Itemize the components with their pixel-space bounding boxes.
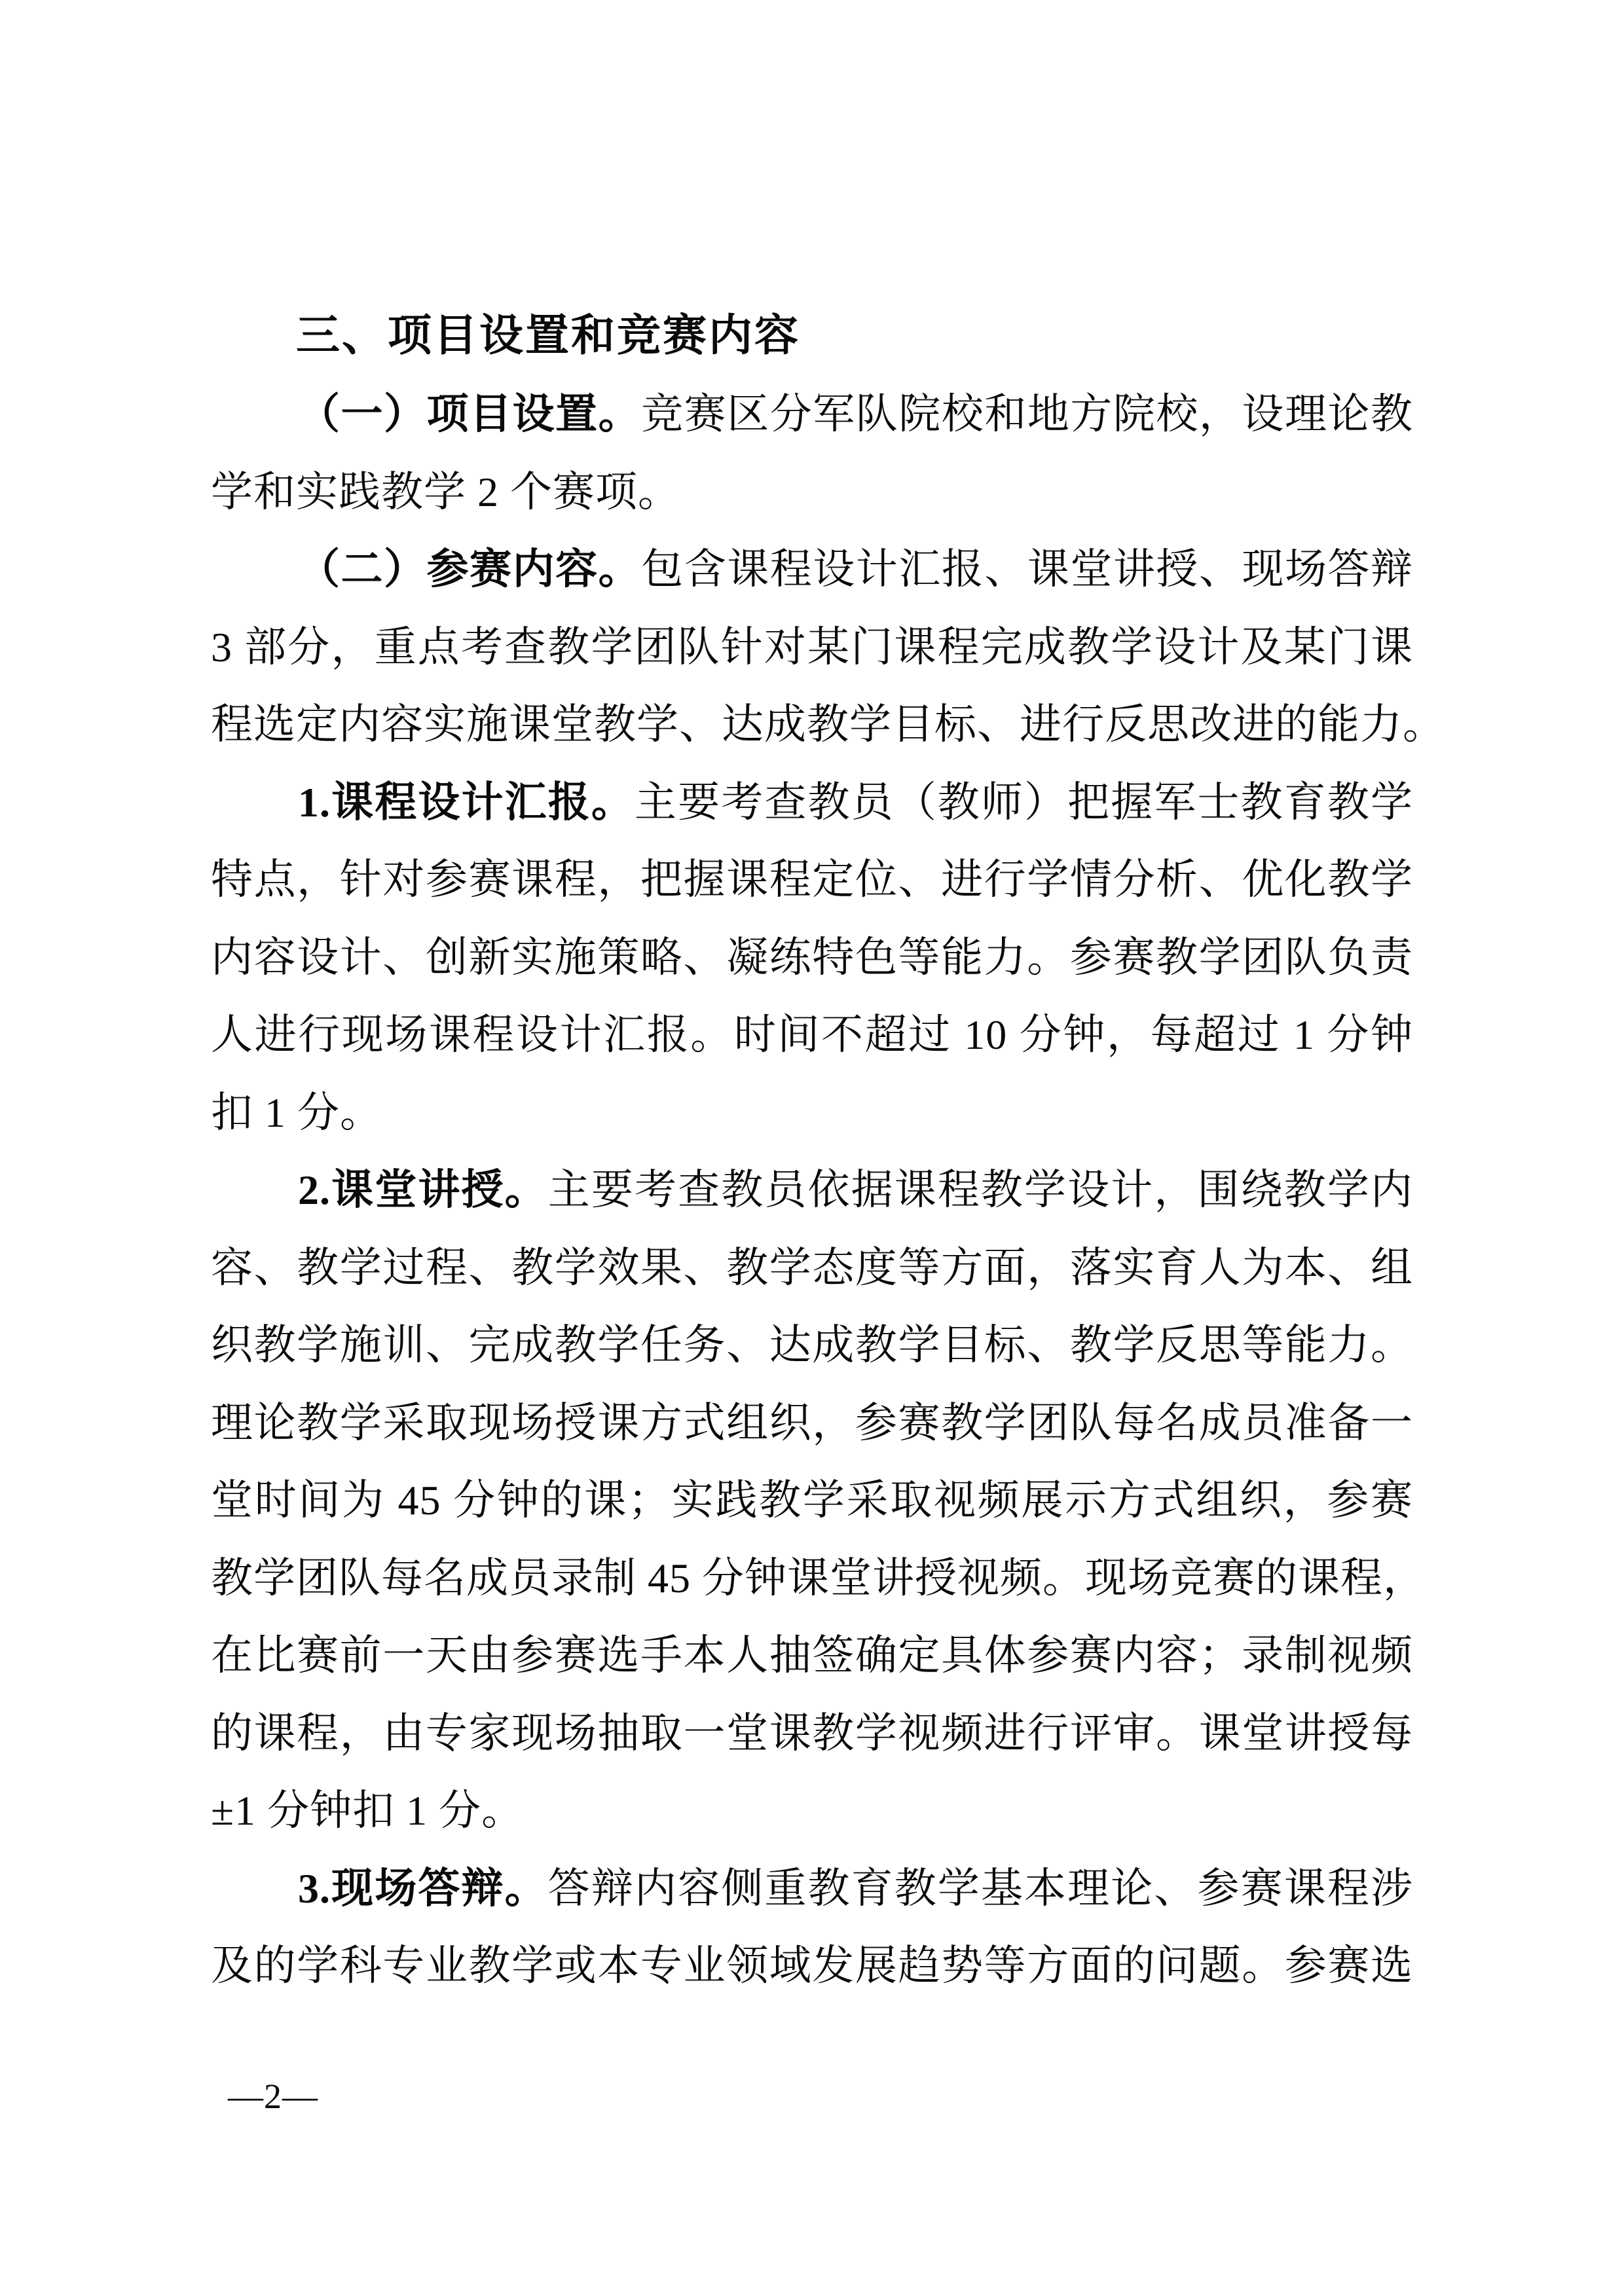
body-line <box>211 1540 1426 1618</box>
line-text: 特点，针对参赛课程，把握课程定位、进行学情分析、优化教学 <box>211 856 1413 903</box>
body-line <box>211 454 1413 532</box>
body-line <box>211 1695 1413 1773</box>
body-line <box>211 609 1413 687</box>
body-line <box>211 764 1413 842</box>
line-text: 堂时间为 45 分钟的课；实践教学采取视频展示方式组织，参赛 <box>211 1477 1413 1523</box>
line-text: 学和实践教学 2 个赛项。 <box>211 468 680 515</box>
line-text: 内容设计、创新实施策略、凝练特色等能力。参赛教学团队负责 <box>211 934 1413 981</box>
body-line <box>211 1462 1413 1540</box>
body-line <box>211 1152 1413 1230</box>
line-text: 程选定内容实施课堂教学、达成教学目标、进行反思改进的能力。 <box>211 701 1445 748</box>
body-line <box>211 1850 1413 1928</box>
text-block <box>211 296 1445 2005</box>
line-text: 织教学施训、完成教学任务、达成教学目标、教学反思等能力。 <box>211 1322 1413 1368</box>
line-text: 主要考查教员依据课程教学设计，围绕教学内 <box>547 1167 1414 1213</box>
section-heading: 三、项目设置和竞赛内容 <box>296 311 800 360</box>
line-text: 教学团队每名成员录制 45 分钟课堂讲授视频。现场竞赛的课程， <box>211 1554 1426 1601</box>
line-text: 扣 1 分。 <box>211 1089 382 1136</box>
body-line <box>211 1772 1413 1850</box>
body-line <box>211 841 1413 919</box>
line-text: 的课程，由专家现场抽取一堂课教学视频进行评审。课堂讲授每 <box>211 1709 1413 1757</box>
line-text: 3 部分，重点考查教学团队针对某门课程完成教学设计及某门课 <box>211 623 1413 670</box>
body-line <box>211 531 1413 609</box>
page-number: —2— <box>228 2077 318 2116</box>
body-line <box>211 1617 1413 1695</box>
body-line <box>211 376 1413 454</box>
paragraph-lead: 1.课程设计汇报。 <box>298 778 635 826</box>
body-line <box>211 1385 1413 1463</box>
line-text: 竞赛区分军队院校和地方院校，设理论教 <box>641 391 1414 437</box>
line-text: 人进行现场课程设计汇报。时间不超过 10 分钟，每超过 1 分钟 <box>211 1011 1413 1058</box>
body-line <box>211 996 1413 1074</box>
body-line <box>211 919 1413 997</box>
line-text: ±1 分钟扣 1 分。 <box>211 1787 525 1834</box>
line-text: 理论教学采取现场授课方式组织，参赛教学团队每名成员准备一 <box>211 1399 1413 1446</box>
line-text: 在比赛前一天由参赛选手本人抽签确定具体参赛内容；录制视频 <box>211 1632 1413 1679</box>
body-line <box>211 1927 1413 2005</box>
line-text: 及的学科专业教学或本专业领域发展趋势等方面的问题。参赛选 <box>211 1942 1413 1989</box>
line-text: 容、教学过程、教学效果、教学态度等方面，落实育人为本、组 <box>211 1244 1413 1291</box>
paragraph-lead: （二）参赛内容。 <box>298 546 642 592</box>
paragraph-lead: 2.课堂讲授。 <box>298 1167 548 1213</box>
paragraph-lead: （一）项目设置。 <box>298 391 642 437</box>
line-text: 主要考查教员（教师）把握军士教育教学 <box>634 778 1414 826</box>
line-text: 包含课程设计汇报、课堂讲授、现场答辩 <box>641 546 1414 592</box>
body-line <box>211 1074 1413 1152</box>
paragraph-lead: 3.现场答辩。 <box>298 1865 548 1912</box>
body-line <box>211 1230 1413 1307</box>
body-line <box>211 686 1445 764</box>
body-line <box>211 1307 1413 1385</box>
line-text: 答辩内容侧重教育教学基本理论、参赛课程涉 <box>547 1865 1414 1912</box>
